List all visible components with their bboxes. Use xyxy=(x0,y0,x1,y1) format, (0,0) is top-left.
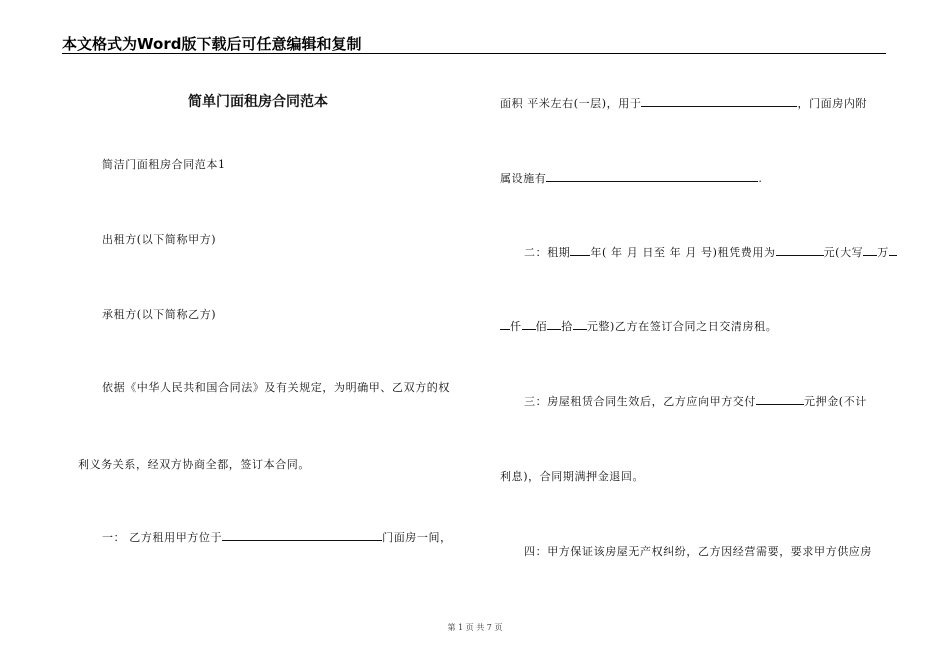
clause-3-line-1 xyxy=(524,393,867,409)
rent-amount-blank xyxy=(776,246,824,256)
wan-blank xyxy=(863,246,877,256)
lessee-line: 承租方(以下简称乙方) xyxy=(102,308,217,321)
clause-2-uppercase-label: 元(大写 xyxy=(823,246,864,259)
area-suffix: ，门面房内附 xyxy=(797,97,868,110)
facilities-suffix: . xyxy=(758,172,763,185)
banner-divider xyxy=(62,53,886,54)
document-title: 简单门面租房合同范本 xyxy=(188,94,328,110)
clause-1-line xyxy=(102,529,452,545)
wan-trailing-blank xyxy=(889,246,897,256)
qian-blank xyxy=(500,320,510,330)
shi-blank xyxy=(547,320,561,330)
clause-2-shi: 拾 xyxy=(561,320,573,333)
clause-2-line-1 xyxy=(524,244,897,260)
clause-1-suffix: 门面房一间， xyxy=(382,531,452,544)
clause-3-text: 三：房屋租赁合同生效后，乙方应向甲方交付 xyxy=(524,395,756,408)
yuan-blank xyxy=(573,320,587,330)
clause-3-line-2: 利息)，合同期满押金退回。 xyxy=(500,470,645,483)
clause-2-payment-terms: 元整)乙方在签订合同之日交清房租。 xyxy=(586,320,778,333)
document-banner: 本文格式为Word版下载后可任意编辑和复制 xyxy=(62,35,362,53)
intro-paragraph-line-2: 利义务关系，经双方协商全都，签订本合同。 xyxy=(78,458,310,471)
deposit-blank xyxy=(756,395,804,405)
facilities-blank xyxy=(546,172,758,182)
clause-2-bai: 佰 xyxy=(535,320,548,333)
bai-blank xyxy=(522,320,536,330)
location-blank xyxy=(222,531,382,541)
clause-2-qian: 仟 xyxy=(510,320,522,333)
lessor-line: 出租方(以下简称甲方) xyxy=(102,233,217,246)
clause-2-dates: 年( 年 月 日至 年 月 号)租凭费用为 xyxy=(590,246,776,259)
facilities-line xyxy=(500,170,763,186)
contract-subtitle: 简洁门面租房合同范本1 xyxy=(102,158,226,171)
area-line xyxy=(500,95,867,111)
intro-paragraph-line-1: 依据《中华人民共和国合同法》及有关规定，为明确甲、乙双方的权 xyxy=(102,381,450,394)
clause-1-prefix: 一： 乙方租用甲方位于 xyxy=(102,531,223,544)
facilities-prefix: 属设施有 xyxy=(500,172,547,185)
area-prefix: 面积 平米左右(一层)，用于 xyxy=(500,97,642,110)
clause-2-label: 二：租期 xyxy=(524,246,571,259)
term-years-blank xyxy=(570,246,590,256)
clause-3-deposit-label: 元押金(不计 xyxy=(804,395,867,408)
page-number: 第 1 页 共 7 页 xyxy=(447,623,503,632)
clause-4-line-1: 四：甲方保证该房屋无产权纠纷，乙方因经营需要，要求甲方供应房 xyxy=(524,545,872,558)
clause-2-line-2 xyxy=(500,318,777,334)
clause-2-wan: 万 xyxy=(877,246,889,259)
usage-blank xyxy=(641,97,797,107)
